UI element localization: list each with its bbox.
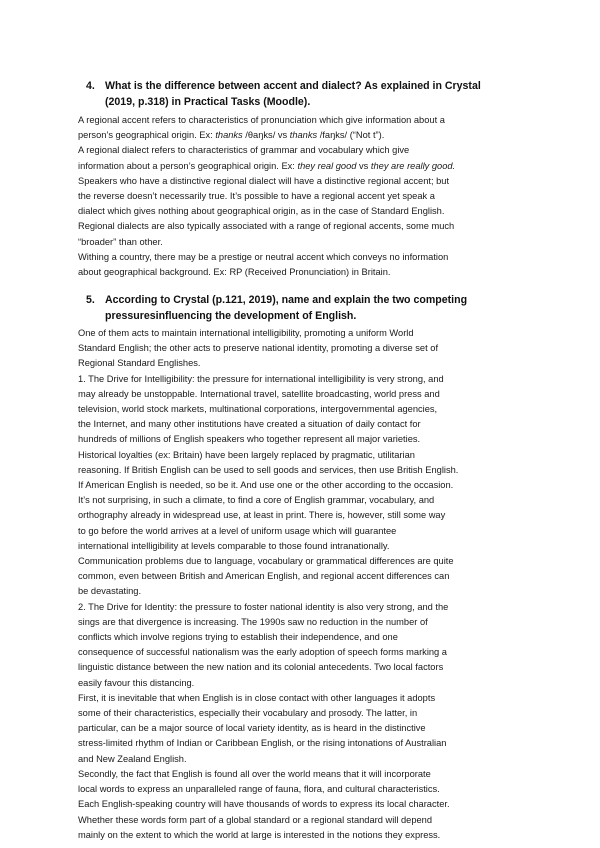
question-4-title-line-2: (2019, p.318) in Practical Tasks (Moodle). <box>105 96 311 108</box>
answer-5-line: common, even between British and American English, and regional accent differences can <box>78 571 450 582</box>
answer-5-line: local words to express an unparalleled range of fauna, flora, and cultural characteristics. <box>78 784 440 795</box>
answer-5-line: Historical loyalties (ex: Britain) have been largely replaced by pragmatic, utilitarian <box>78 449 415 460</box>
answer-5-line: Standard English; the other acts to preserve national identity, promoting a diverse set of <box>78 343 439 354</box>
question-4-number: 4. <box>86 80 95 92</box>
answer-4-line: Speakers who have a distinctive regional dialect will have a distinctive regional accent; but <box>78 175 450 186</box>
question-4-heading <box>86 78 535 110</box>
answer-5-line: and New Zealand English. <box>78 753 187 764</box>
answer-4-line: person’s geographical origin. Ex: thanks /θaŋks/ vs thanks /faŋks/ (“Not t”). <box>78 130 385 141</box>
answer-4-line: Withing a country, there may be a prestige or neutral accent which conveys no information <box>78 251 449 262</box>
answer-4-line: dialect which gives nothing about geographical origin, as in the case of Standard English. <box>78 206 445 217</box>
answer-5 <box>78 326 538 843</box>
question-5-heading <box>86 292 535 324</box>
answer-5-line: It’s not surprising, in such a climate, to find a core of English grammar, vocabulary, and <box>78 495 435 506</box>
answer-5-line: international intelligibility at levels comparable to those found intranationally. <box>78 540 390 551</box>
answer-4-line: about geographical background. Ex: RP (Received Pronunciation) in Britain. <box>78 267 391 278</box>
question-5-number: 5. <box>86 294 95 306</box>
answer-5-line: some of their characteristics, especially their vocabulary and prosody. The latter, in <box>78 708 418 719</box>
answer-4-line: information about a person’s geographical origin. Ex: they real good vs they are really good. <box>78 160 456 171</box>
answer-5-line: First, it is inevitable that when English is in close contact with other languages it adopts <box>78 692 436 703</box>
answer-5-line: mainly on the extent to which the world at large is interested in the notions they express. <box>78 829 441 840</box>
answer-5-line: 1. The Drive for Intelligibility: the pressure for international intelligibility is very strong, and <box>78 373 444 384</box>
answer-5-line: Communication problems due to language, vocabulary or grammatical differences are quite <box>78 556 454 567</box>
answer-5-line: If American English is needed, so be it. And use one or the other according to the occasion. <box>78 480 454 491</box>
answer-5-line: easily favour this distancing. <box>78 677 195 688</box>
answer-5-line: the Internet, and many other institutions have created a situation of daily contact for <box>78 419 421 430</box>
answer-4-line: A regional dialect refers to characteristics of grammar and vocabulary which give <box>78 145 410 156</box>
question-5-title-line-1: According to Crystal (p.121, 2019), name and explain the two competing <box>105 294 468 306</box>
answer-5-line: to go before the world arrives at a level of uniform usage which will guarantee <box>78 525 397 536</box>
answer-5-line: reasoning. If British English can be used to sell goods and services, then use British English. <box>78 464 459 475</box>
answer-5-line: hundreds of millions of English speakers who together represent all major varieties. <box>78 434 421 445</box>
answer-5-line: sings are that divergence is increasing. The 1990s saw no reduction in the number of <box>78 616 428 627</box>
answer-5-line: One of them acts to maintain international intelligibility, promoting a uniform World <box>78 328 414 338</box>
answer-5-line: particular, can be a major source of local variety identity, as is heard in the distinctive <box>78 723 426 734</box>
answer-4-line: “broader” than other. <box>78 236 163 247</box>
answer-5-line: be devastating. <box>78 586 142 597</box>
answer-5-line: Each English-speaking country will have thousands of words to express its local character. <box>78 799 450 810</box>
answer-5-line: orthography already in widespread use, at least in print. There is, however, still some way <box>78 510 446 521</box>
answer-4-line: Regional dialects are also typically associated with a range of regional accents, some much <box>78 221 455 232</box>
answer-5-line: stress-limited rhythm of Indian or Caribbean English, or the rising intonations of Australian <box>78 738 447 749</box>
answer-4-line: the reverse doesn’t necessarily true. It’s possible to have a regional accent yet speak a <box>78 191 435 202</box>
answer-5-line: 2. The Drive for Identity: the pressure to foster national identity is also very strong, and the <box>78 601 449 612</box>
question-5-title-line-2: pressuresinfluencing the development of English. <box>105 310 357 322</box>
question-4-title-line-1: What is the difference between accent and dialect? As explained in Crystal <box>105 80 481 92</box>
answer-5-line: conflicts which involve regions trying to establish their independence, and one <box>78 632 398 643</box>
answer-4-line: A regional accent refers to characteristics of pronunciation which give information about a <box>78 115 445 125</box>
answer-5-line: television, world stock markets, multinational corporations, intergovernmental agencies, <box>78 404 438 415</box>
answer-5-line: consequence of successful nationalism was the early adoption of speech forms marking a <box>78 647 447 658</box>
answer-5-line: Regional Standard Englishes. <box>78 358 201 369</box>
answer-5-line: may already be unstoppable. International travel, satellite broadcasting, world press and <box>78 388 440 399</box>
answer-5-line: Whether these words form part of a global standard or a regional standard will depend <box>78 814 432 825</box>
answer-4 <box>78 113 538 280</box>
answer-5-line: linguistic distance between the new nation and its colonial antecedents. Two local factors <box>78 662 444 673</box>
answer-5-line: Secondly, the fact that English is found all over the world means that it will incorporate <box>78 768 431 779</box>
